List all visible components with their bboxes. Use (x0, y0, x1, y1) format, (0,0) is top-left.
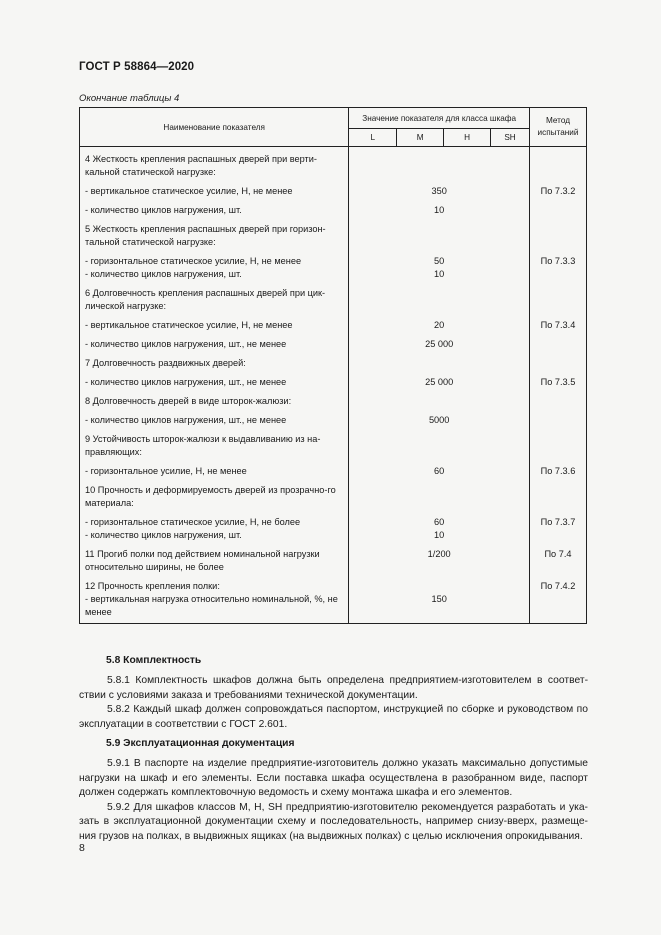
row-method (529, 593, 586, 624)
row-name: - горизонтальное статическое усилие, Н, не менее (80, 255, 349, 268)
row-value (349, 395, 530, 408)
row-method: По 7.3.3 (529, 255, 586, 268)
row-method (529, 338, 586, 351)
table-row (80, 287, 587, 313)
row-name: - горизонтальное статическое усилие, Н, не более (80, 516, 349, 529)
row-value (349, 433, 530, 459)
specification-table (79, 107, 587, 624)
paragraph-5-9-2: 5.9.2 Для шкафов классов М, Н, SH предприятию-изготовителю рекомендуется разработать и ука-зать в эксплуатационной документации схему и последовательность, например снизу-вверх, размеще-ния грузов на полках, в выдвижных ящиках (на выдвижных полках) с целью исключения опрокидывания. (79, 801, 588, 842)
class-header-h: H (444, 129, 491, 147)
row-value (349, 484, 530, 510)
table-row (80, 153, 587, 179)
class-header-sh: SH (491, 129, 530, 147)
row-method (529, 153, 586, 179)
table-row (80, 185, 587, 198)
row-method (529, 395, 586, 408)
paragraph-5-8-2: 5.8.2 Каждый шкаф должен сопровождаться паспортом, инструкцией по сборке и руководством по эксплуатации в соответствии с ГОСТ 2.601. (79, 704, 588, 730)
table-row (80, 548, 587, 574)
table-row (80, 529, 587, 542)
row-name: 10 Прочность и деформируемость дверей из прозрачно-го материала: (80, 484, 349, 510)
table-row (80, 484, 587, 510)
row-value: 50 (349, 255, 530, 268)
table-row (80, 255, 587, 268)
table-caption: Окончание таблицы 4 (79, 93, 180, 104)
row-method (529, 204, 586, 217)
table-row (80, 338, 587, 351)
row-value: 10 (349, 529, 530, 542)
row-name: 11 Прогиб полки под действием номинальной нагрузки относительно ширины, не более (80, 548, 349, 574)
row-value: 350 (349, 185, 530, 198)
row-value: 60 (349, 465, 530, 478)
table-row (80, 268, 587, 281)
table-row (80, 414, 587, 427)
row-value: 10 (349, 204, 530, 217)
row-method: По 7.3.6 (529, 465, 586, 478)
section-5-9-body (79, 757, 588, 845)
row-value (349, 580, 530, 593)
table-row (80, 204, 587, 217)
row-value (349, 153, 530, 179)
row-name: - количество циклов нагружения, шт. (80, 529, 349, 542)
paragraph-5-9-1: 5.9.1 В паспорте на изделие предприятие-изготовитель должно указать максимально допустимые нагрузки на шкаф и его элементы. Если поставка шкафа осуществлена в разобранном виде, паспорт должен содержать комплектовочную ведомость и схему монтажа шкафа и его элементов. (79, 758, 588, 799)
row-name: - вертикальное статическое усилие, Н, не менее (80, 185, 349, 198)
row-value: 10 (349, 268, 530, 281)
row-name: - вертикальное статическое усилие, Н, не менее (80, 319, 349, 332)
row-method (529, 287, 586, 313)
table-row (80, 465, 587, 478)
table-row (80, 516, 587, 529)
row-name: 12 Прочность крепления полки: (80, 580, 349, 593)
row-method (529, 529, 586, 542)
row-method (529, 357, 586, 370)
row-value: 150 (349, 593, 530, 624)
document-header: ГОСТ Р 58864—2020 (79, 61, 195, 73)
class-header-m: M (397, 129, 444, 147)
row-method: По 7.3.5 (529, 376, 586, 389)
row-name: - количество циклов нагружения, шт. (80, 204, 349, 217)
page-number: 8 (79, 842, 85, 854)
row-method: По 7.4.2 (529, 580, 586, 593)
table-row (80, 580, 587, 593)
section-title-5-9: 5.9 Эксплуатационная документация (106, 738, 295, 749)
table-row (80, 357, 587, 370)
row-value: 5000 (349, 414, 530, 427)
row-value: 60 (349, 516, 530, 529)
row-name: 4 Жесткость крепления распашных дверей при верти-кальной статической нагрузке: (80, 153, 349, 179)
row-name: - количество циклов нагружения, шт., не менее (80, 414, 349, 427)
row-value (349, 357, 530, 370)
column-header-group: Значение показателя для класса шкафа (349, 108, 530, 129)
row-method (529, 433, 586, 459)
row-method (529, 484, 586, 510)
row-name: - количество циклов нагружения, шт., не менее (80, 338, 349, 351)
row-value: 25 000 (349, 376, 530, 389)
row-method: По 7.3.7 (529, 516, 586, 529)
row-name: 7 Долговечность раздвижных дверей: (80, 357, 349, 370)
paragraph-5-8-1: 5.8.1 Комплектность шкафов должна быть определена предприятием-изготовителем в соответ-ствии с условиями заказа и требованиями технической документации. (79, 675, 588, 701)
row-method: По 7.3.2 (529, 185, 586, 198)
table-row (80, 319, 587, 332)
row-name: 5 Жесткость крепления распашных дверей при горизон-тальной статической нагрузке: (80, 223, 349, 249)
row-method (529, 268, 586, 281)
row-value (349, 287, 530, 313)
column-header-name: Наименование показателя (80, 108, 349, 147)
table-row (80, 395, 587, 408)
section-5-8-body (79, 674, 588, 732)
row-name: 8 Долговечность дверей в виде шторок-жалюзи: (80, 395, 349, 408)
table-row (80, 376, 587, 389)
class-header-l: L (349, 129, 397, 147)
table-row (80, 223, 587, 249)
row-method: По 7.3.4 (529, 319, 586, 332)
table-row (80, 433, 587, 459)
row-value (349, 223, 530, 249)
row-value: 20 (349, 319, 530, 332)
row-method (529, 223, 586, 249)
row-name: 6 Долговечность крепления распашных дверей при цик-лической нагрузке: (80, 287, 349, 313)
row-value: 25 000 (349, 338, 530, 351)
row-name: - вертикальная нагрузка относительно номинальной, %, не менее (80, 593, 349, 624)
table-row (80, 593, 587, 624)
row-name: - количество циклов нагружения, шт. (80, 268, 349, 281)
row-name: - количество циклов нагружения, шт., не менее (80, 376, 349, 389)
column-header-method: Метод испытаний (529, 108, 586, 147)
row-name: - горизонтальное усилие, Н, не менее (80, 465, 349, 478)
row-method (529, 414, 586, 427)
row-method: По 7.4 (529, 548, 586, 574)
row-name: 9 Устойчивость шторок-жалюзи к выдавливанию из на-правляющих: (80, 433, 349, 459)
row-value: 1/200 (349, 548, 530, 574)
section-title-5-8: 5.8 Комплектность (106, 655, 202, 666)
